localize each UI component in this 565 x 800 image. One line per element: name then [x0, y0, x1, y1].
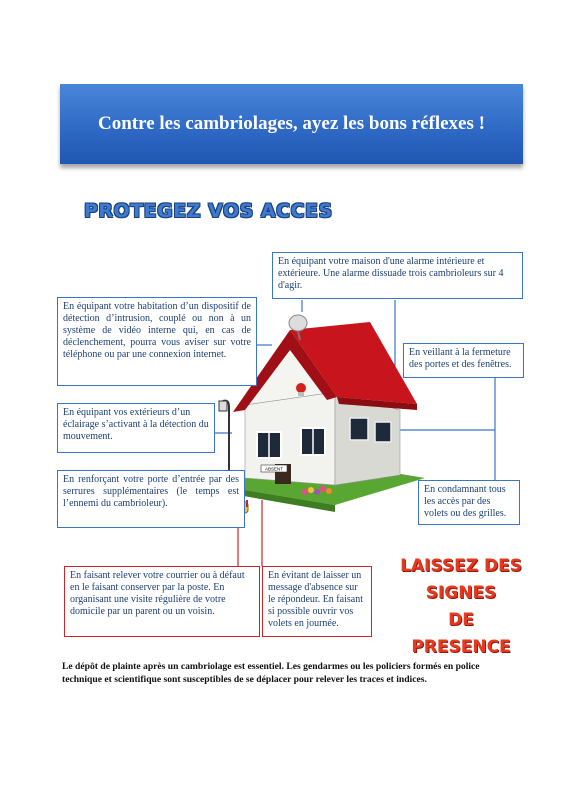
- presence-line-2: SIGNES: [425, 583, 497, 603]
- entry-door-box: [57, 470, 245, 528]
- shutters-box: [418, 480, 520, 525]
- entry-door-text: En renforçant votre porte d’entrée par des serrures supplémentaires (le temps est l’ennemi du cambrioleur).: [63, 474, 239, 509]
- door-sign-label: ABSENT: [264, 466, 284, 472]
- detection-box: [57, 297, 257, 386]
- doors-windows-box: [403, 343, 524, 378]
- alarm-text: En équipant votre maison d'une alarme intérieure et extérieure. Une alarme dissuade trois cambrioleurs sur 4 d'agir.: [278, 256, 504, 291]
- alarm-box: [272, 252, 523, 299]
- presence-line-3: DE PRESENCE: [411, 610, 511, 657]
- footer-note: Le dépôt de plainte après un cambriolage est essentiel. Les gendarmes ou les policiers formés en police technique et scientifique sont susceptibles de se déplacer pour relever les traces et indices.: [62, 661, 480, 685]
- detection-text: En équipant votre habitation d’un dispositif de détection d’intrusion, couplé ou non à un système de vidéo interne qui, en cas de déclenchement, pourra vous aviser sur votre téléphone ou par une connexion internet.: [63, 301, 251, 360]
- doors-windows-text: En veillant à la fermeture des portes et des fenêtres.: [409, 347, 512, 370]
- lighting-text: En équipant vos extérieurs d’un éclairage s’activant à la détection du mouvement.: [63, 407, 209, 442]
- mail-box-tip: [64, 566, 260, 637]
- lamp-post-icon: [215, 395, 245, 475]
- banner-title: Contre les cambriolages, ayez les bons réflexes !: [98, 113, 485, 134]
- shutters-text: En condamnant tous les accès par des volets ou des grilles.: [424, 484, 507, 519]
- section-title: PROTEGEZ VOS ACCES: [84, 200, 333, 222]
- answering-message-text: En évitant de laisser un message d'absence sur le répondeur. En faisant si possible ouvrir vos volets en journée.: [268, 570, 363, 629]
- mail-text: En faisant relever votre courrier ou à défaut en le faisant conserver par la poste. En organisant une visite régulière de votre domicile par un parent ou un voisin.: [70, 570, 245, 617]
- presence-heading: [396, 553, 526, 661]
- answering-message-box: [262, 566, 372, 637]
- presence-line-1: LAISSEZ DES: [400, 556, 522, 576]
- lighting-box: [57, 403, 215, 453]
